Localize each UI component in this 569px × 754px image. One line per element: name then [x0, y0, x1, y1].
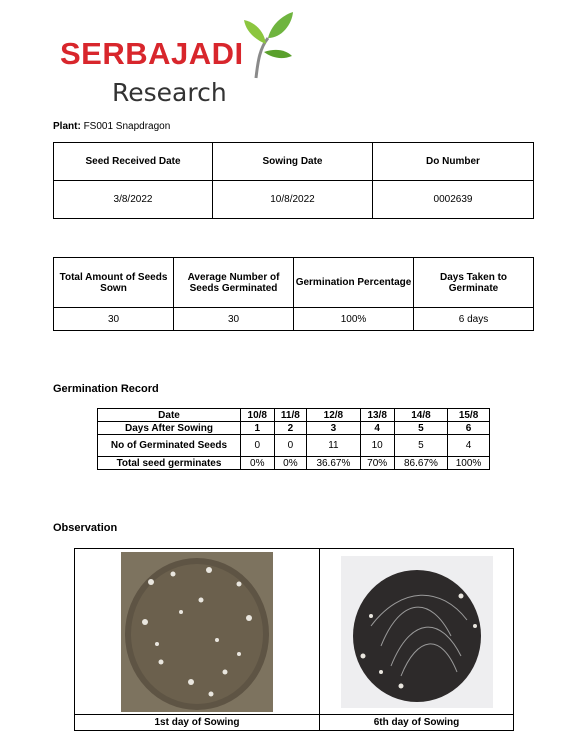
- value-avg-seeds-germinated: 30: [174, 308, 294, 331]
- row-label-total-germinates: Total seed germinates: [98, 457, 241, 470]
- plant-label: Plant:: [53, 121, 81, 132]
- germination-record-title: Germination Record: [53, 383, 159, 395]
- logo-sub-text: Research: [112, 78, 227, 107]
- date-cell: 10/8: [241, 409, 275, 422]
- germinated-cell: 0: [241, 435, 275, 457]
- plant-line: [53, 121, 170, 132]
- photo-cell-day1: [75, 549, 320, 715]
- row-label-germinated-seeds: No of Germinated Seeds: [98, 435, 241, 457]
- date-row: [98, 409, 490, 422]
- sprout-icon: [238, 10, 294, 80]
- germinated-cell: 5: [394, 435, 447, 457]
- header-avg-seeds-germinated: Average Number of Seeds Germinated: [174, 258, 294, 308]
- date-cell: 15/8: [448, 409, 490, 422]
- value-total-seeds-sown: 30: [54, 308, 174, 331]
- header-total-seeds-sown: Total Amount of Seeds Sown: [54, 258, 174, 308]
- total-cell: 0%: [274, 457, 307, 470]
- date-cell: 11/8: [274, 409, 307, 422]
- day-cell: 3: [307, 422, 360, 435]
- soil-photo-day1: [121, 552, 273, 712]
- value-sowing-date: 10/8/2022: [213, 181, 373, 219]
- date-cell: 13/8: [360, 409, 394, 422]
- day-cell: 6: [448, 422, 490, 435]
- observation-photo-row: [75, 549, 514, 715]
- total-cell: 100%: [448, 457, 490, 470]
- date-cell: 12/8: [307, 409, 360, 422]
- total-germinates-row: [98, 457, 490, 470]
- value-do-number: 0002639: [373, 181, 534, 219]
- total-cell: 70%: [360, 457, 394, 470]
- germinated-cell: 0: [274, 435, 307, 457]
- company-logo: [60, 10, 300, 110]
- logo-brand-text: SERBAJADI: [60, 36, 244, 71]
- germinated-cell: 4: [448, 435, 490, 457]
- summary-table-header-row: [54, 258, 534, 308]
- header-do-number: Do Number: [373, 143, 534, 181]
- plant-value: FS001 Snapdragon: [83, 121, 171, 132]
- value-germination-percentage: 100%: [294, 308, 414, 331]
- header-sowing-date: Sowing Date: [213, 143, 373, 181]
- day-cell: 2: [274, 422, 307, 435]
- value-days-taken: 6 days: [414, 308, 534, 331]
- germination-record-table: [97, 408, 490, 470]
- caption-day1: 1st day of Sowing: [75, 715, 320, 731]
- soil-photo-day6: [341, 556, 493, 708]
- days-after-sowing-row: [98, 422, 490, 435]
- total-cell: 0%: [241, 457, 275, 470]
- observation-caption-row: [75, 715, 514, 731]
- observation-title: Observation: [53, 522, 118, 534]
- date-cell: 14/8: [394, 409, 447, 422]
- day-cell: 5: [394, 422, 447, 435]
- row-label-date: Date: [98, 409, 241, 422]
- day-cell: 1: [241, 422, 275, 435]
- summary-table-value-row: [54, 308, 534, 331]
- row-label-days-after-sowing: Days After Sowing: [98, 422, 241, 435]
- header-days-taken: Days Taken to Germinate: [414, 258, 534, 308]
- total-cell: 86.67%: [394, 457, 447, 470]
- germinated-cell: 11: [307, 435, 360, 457]
- info-table: [53, 142, 534, 219]
- info-table-header-row: [54, 143, 534, 181]
- info-table-value-row: [54, 181, 534, 219]
- photo-cell-day6: [320, 549, 514, 715]
- header-seed-received-date: Seed Received Date: [54, 143, 213, 181]
- value-seed-received-date: 3/8/2022: [54, 181, 213, 219]
- header-germination-percentage: Germination Percentage: [294, 258, 414, 308]
- germinated-seeds-row: [98, 435, 490, 457]
- day-cell: 4: [360, 422, 394, 435]
- caption-day6: 6th day of Sowing: [320, 715, 514, 731]
- germinated-cell: 10: [360, 435, 394, 457]
- total-cell: 36.67%: [307, 457, 360, 470]
- observation-table: [74, 548, 514, 731]
- summary-table: [53, 257, 534, 331]
